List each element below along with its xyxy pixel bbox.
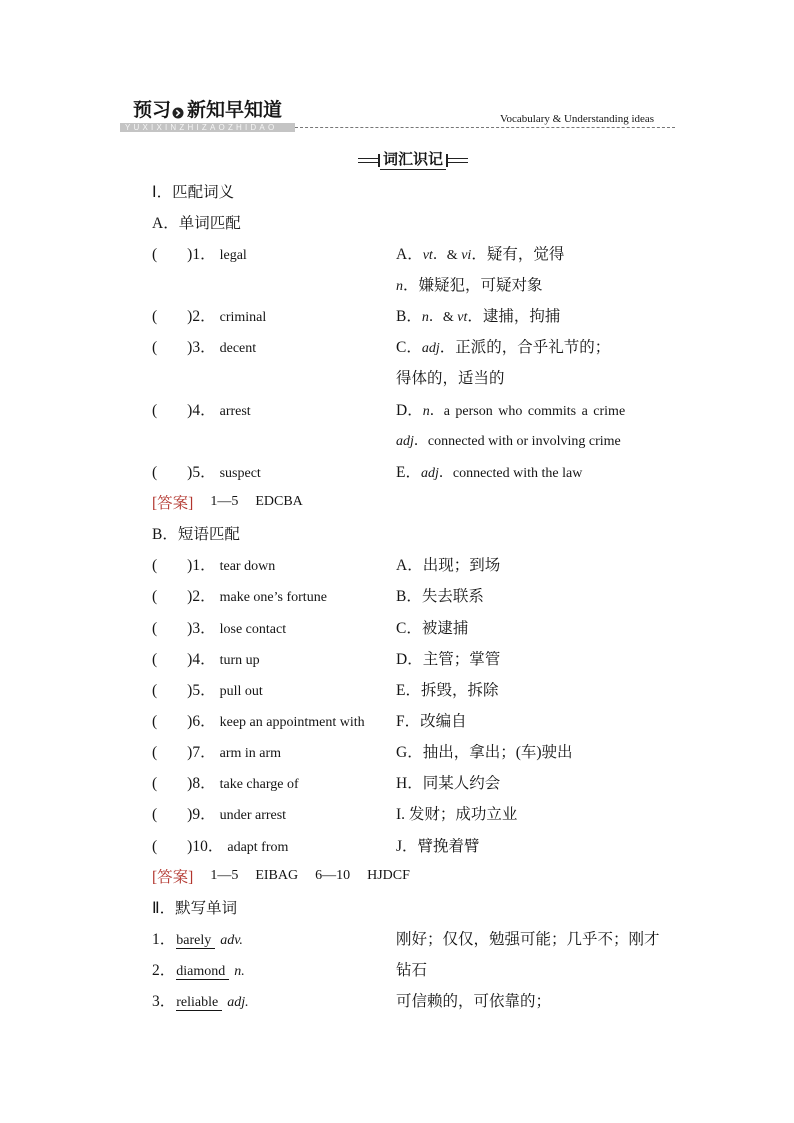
phrase-match-row	[152, 704, 712, 735]
phrase-match-option	[396, 678, 498, 700]
phrase-match-row	[152, 580, 712, 611]
item-number: 4．	[192, 650, 216, 668]
blank-open: (	[152, 837, 158, 855]
spelling-item	[152, 927, 396, 949]
part-of-speech: n.	[234, 964, 245, 980]
phrase-match-option	[396, 616, 468, 638]
blank-open: (	[152, 245, 158, 263]
blank-open: (	[152, 681, 158, 699]
item-term: arm in arm	[219, 746, 282, 762]
blank-close: )	[187, 401, 193, 419]
phrase-match-item	[152, 834, 396, 856]
english-section-title: Vocabulary & Understanding ideas	[500, 113, 655, 125]
word-match-row	[152, 300, 712, 331]
box-title	[352, 150, 474, 170]
word-match-option-continued	[396, 430, 621, 450]
option-letter: E．	[396, 463, 421, 481]
spelling-item	[152, 989, 396, 1011]
item-term: take charge of	[219, 777, 299, 793]
blank-open: (	[152, 557, 158, 575]
item-term: legal	[219, 247, 247, 263]
option-meaning: 失去联系	[421, 588, 484, 606]
blank-open: (	[152, 744, 158, 762]
worksheet-body	[152, 175, 712, 1016]
item-term: keep an appointment with	[219, 714, 365, 730]
part-of-speech: adv.	[220, 932, 243, 948]
item-number: 5．	[192, 681, 216, 699]
answer-range: 1—5	[210, 493, 239, 509]
word-match-option	[396, 398, 625, 420]
word-match-option	[396, 335, 610, 357]
item-number: 3．	[192, 619, 216, 637]
option-text: ．&	[428, 310, 458, 326]
item-number: 1．	[192, 245, 216, 263]
blank-open: (	[152, 619, 158, 637]
phrase-match-row	[152, 549, 712, 580]
phrase-match-item	[152, 709, 396, 731]
word-match-item	[152, 335, 396, 357]
blank-open: (	[152, 775, 158, 793]
spelling-meaning: 刚好；仅仅，勉强可能；几乎不；刚才	[396, 930, 660, 948]
option-meaning: 同某人约会	[422, 775, 501, 793]
word-match-row	[152, 424, 712, 455]
option-letter: A．	[396, 557, 423, 575]
blank-close: )	[187, 837, 193, 855]
item-number: 6．	[192, 712, 216, 730]
option-letter: E．	[396, 681, 421, 699]
item-term: adapt from	[227, 839, 289, 855]
option-letter: C．	[396, 619, 422, 637]
answer-letters: HJDCF	[367, 867, 410, 883]
blank-close: )	[187, 681, 193, 699]
option-letter: B．	[396, 308, 422, 326]
option-text: ．&	[432, 247, 462, 263]
spelling-item	[152, 958, 396, 980]
title-decoration-right	[448, 158, 468, 163]
phrase-match-option	[396, 553, 500, 575]
item-number: 4．	[192, 401, 216, 419]
option-letter: G．	[396, 744, 423, 762]
item-number: 3．	[152, 993, 176, 1011]
phrase-match-item	[152, 678, 396, 700]
item-term: tear down	[219, 559, 276, 575]
option-meaning: 被逮捕	[421, 619, 469, 637]
phrase-match-option	[396, 771, 500, 793]
phrase-match-row	[152, 829, 712, 860]
item-term: suspect	[219, 465, 261, 481]
phrase-match-row	[152, 736, 712, 767]
phrase-match-item	[152, 553, 396, 575]
option-letter: F．	[396, 712, 421, 730]
phrase-match-option	[396, 584, 484, 606]
spelling-row	[152, 922, 712, 953]
item-number: 3．	[192, 339, 216, 357]
word-match-row	[152, 268, 712, 299]
option-letter: I.	[396, 806, 409, 824]
phrase-match-row	[152, 673, 712, 704]
phrase-match-option	[396, 834, 480, 856]
blank-open: (	[152, 588, 158, 606]
item-number: 10．	[192, 837, 224, 855]
item-term: criminal	[219, 310, 267, 326]
phrase-match-item	[152, 584, 396, 606]
item-number: 7．	[192, 744, 216, 762]
phrase-match-row	[152, 611, 712, 642]
section-label-preview: 预习	[133, 100, 172, 121]
option-text: ．connected with the law	[438, 465, 583, 481]
answer-range: 1—5	[210, 867, 239, 883]
answer-range: 6—10	[315, 867, 351, 883]
item-term: under arrest	[219, 808, 287, 824]
word-match-option	[396, 304, 560, 326]
blank-open: (	[152, 650, 158, 668]
option-letter: H．	[396, 775, 423, 793]
item-number: 8．	[192, 775, 216, 793]
blank-close: )	[187, 744, 193, 762]
blank-close: )	[187, 712, 193, 730]
option-text: ．a person who commits a crime	[429, 403, 626, 419]
part-of-speech: n	[422, 403, 430, 419]
phrase-match-item	[152, 802, 396, 824]
word-match-row	[152, 237, 712, 268]
word-match-option	[396, 242, 564, 264]
answer-label: [答案]	[152, 494, 194, 512]
phrase-match-item	[152, 771, 396, 793]
spelling-row	[152, 985, 712, 1016]
blank-close: )	[187, 463, 193, 481]
part1-heading: Ⅰ．匹配词义	[152, 183, 235, 201]
option-meaning: 抽出，拿出；(车)驶出	[422, 744, 573, 762]
option-letter: D．	[396, 401, 423, 419]
phrase-match-row	[152, 767, 712, 798]
blank-close: )	[187, 619, 193, 637]
arrow-circle-icon	[172, 106, 184, 118]
option-meaning: 发财；成功立业	[408, 806, 518, 824]
header-divider	[295, 127, 675, 128]
answer-letters: EIBAG	[255, 867, 299, 883]
phrase-match-option	[396, 709, 467, 731]
item-number: 2．	[192, 308, 216, 326]
blank-open: (	[152, 308, 158, 326]
word-match-row	[152, 393, 712, 424]
part-of-speech: adj.	[227, 995, 249, 1011]
part-of-speech: n	[421, 310, 429, 326]
blank-close: )	[187, 339, 193, 357]
item-term: pull out	[219, 683, 263, 699]
phrase-match-answer	[152, 860, 712, 891]
option-letter: C．	[396, 339, 422, 357]
item-term: lose contact	[219, 621, 287, 637]
title-decoration-left	[358, 158, 378, 163]
pinyin-bar	[120, 123, 295, 132]
option-text: 得体的，适当的	[396, 370, 505, 388]
option-text: ．嫌疑犯，可疑对象	[403, 276, 543, 294]
spelling-row	[152, 954, 712, 985]
part-of-speech: vt	[457, 310, 468, 326]
word-match-answer	[152, 486, 712, 517]
part2-heading: Ⅱ．默写单词	[152, 899, 238, 917]
word-match-item	[152, 460, 396, 482]
answer-word: diamond	[176, 965, 229, 980]
phrase-match-row	[152, 642, 712, 673]
blank-close: )	[187, 806, 193, 824]
box-title-text: 词汇识记	[380, 151, 446, 170]
item-term: arrest	[219, 403, 251, 419]
blank-open: (	[152, 401, 158, 419]
phrase-match-option	[396, 740, 573, 762]
spelling-meaning: 可信赖的，可依靠的；	[396, 993, 552, 1011]
part-of-speech: vi	[461, 247, 472, 263]
option-text: ．connected with or involving crime	[413, 433, 621, 449]
word-match-option	[396, 460, 582, 482]
blank-close: )	[187, 650, 193, 668]
item-term: decent	[219, 341, 257, 357]
spelling-meaning: 钻石	[396, 962, 428, 980]
blank-open: (	[152, 463, 158, 481]
part-of-speech: vt	[422, 247, 433, 263]
option-meaning: 改编自	[420, 712, 467, 730]
pinyin-text: YUXIXINZHIZAOZHIDAO	[125, 123, 278, 132]
answer-word: reliable	[176, 996, 222, 1011]
blank-open: (	[152, 712, 158, 730]
answer-label: [答案]	[152, 868, 194, 886]
part-of-speech: adj	[420, 465, 439, 481]
word-match-item	[152, 242, 396, 264]
phrase-match-item	[152, 616, 396, 638]
option-letter: A．	[396, 245, 423, 263]
option-text: ．正派的，合乎礼节的；	[439, 339, 611, 357]
answer-letters: EDCBA	[255, 493, 303, 509]
part-of-speech: adj	[421, 341, 440, 357]
item-term: make one’s fortune	[219, 590, 327, 606]
item-number: 1．	[152, 930, 176, 948]
phrase-match-row	[152, 798, 712, 829]
word-match-heading: A．单词匹配	[152, 214, 241, 232]
option-letter: J．	[396, 837, 418, 855]
blank-open: (	[152, 339, 158, 357]
item-number: 2．	[192, 588, 216, 606]
section-label-main: 新知早知道	[187, 100, 283, 121]
word-match-option-continued	[396, 366, 505, 388]
item-number: 1．	[192, 557, 216, 575]
phrase-match-heading: B．短语匹配	[152, 526, 240, 544]
option-letter: B．	[396, 588, 422, 606]
phrase-match-option	[396, 647, 500, 669]
answer-word: barely	[176, 934, 215, 949]
option-text: ．疑有，觉得	[471, 245, 565, 263]
option-meaning: 出现；到场	[422, 557, 501, 575]
blank-close: )	[187, 557, 193, 575]
word-match-row	[152, 362, 712, 393]
word-match-item	[152, 304, 396, 326]
blank-open: (	[152, 806, 158, 824]
phrase-match-option	[396, 802, 517, 824]
part-of-speech: adj	[396, 433, 414, 449]
blank-close: )	[187, 775, 193, 793]
blank-close: )	[187, 308, 193, 326]
word-match-row	[152, 331, 712, 362]
phrase-match-item	[152, 647, 396, 669]
item-number: 9．	[192, 806, 216, 824]
item-term: turn up	[219, 652, 260, 668]
part-of-speech: n	[396, 278, 403, 294]
item-number: 5．	[192, 463, 216, 481]
option-text: ．逮捕，拘捕	[467, 308, 561, 326]
option-meaning: 臂挽着臂	[417, 837, 480, 855]
option-meaning: 拆毁，拆除	[420, 681, 499, 699]
option-meaning: 主管；掌管	[422, 650, 501, 668]
word-match-item	[152, 398, 396, 420]
word-match-option-continued	[396, 273, 543, 295]
phrase-match-item	[152, 740, 396, 762]
blank-close: )	[187, 245, 193, 263]
item-number: 2．	[152, 962, 176, 980]
word-match-row	[152, 455, 712, 486]
blank-close: )	[187, 588, 193, 606]
option-letter: D．	[396, 650, 423, 668]
